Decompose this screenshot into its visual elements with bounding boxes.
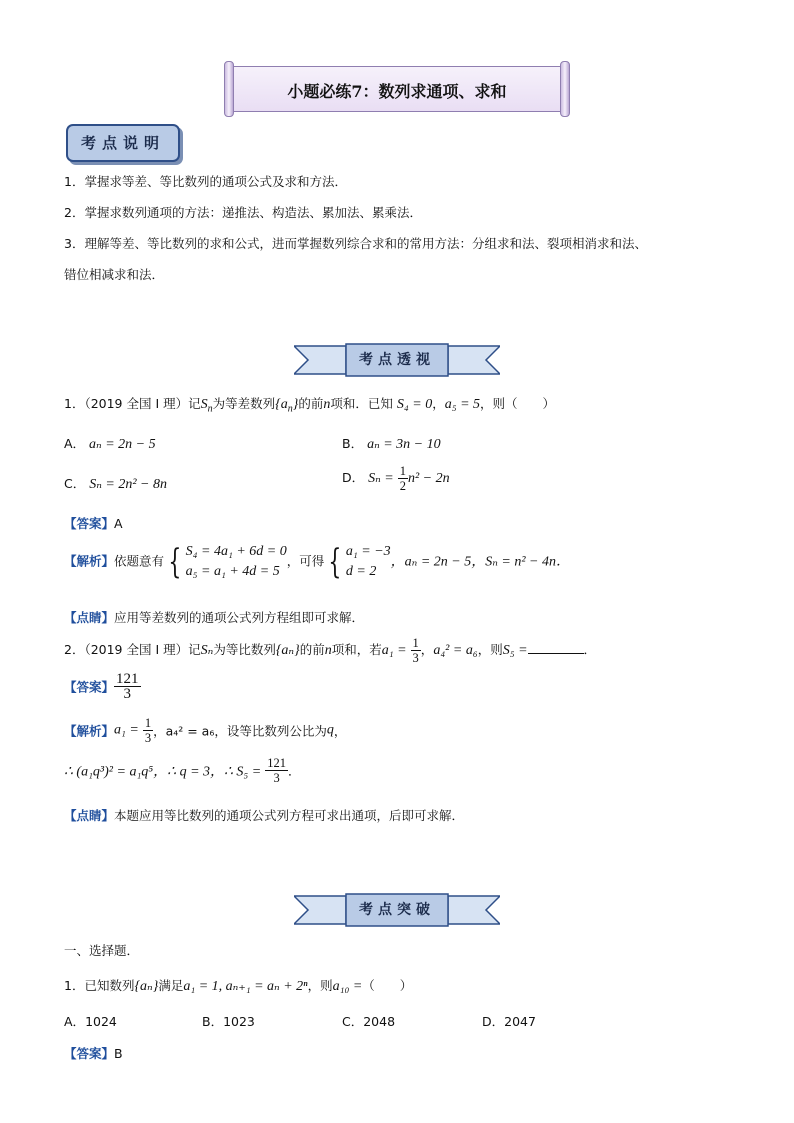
section-ribbon-breakthrough — [294, 890, 500, 930]
q1-option-c[interactable] — [64, 474, 167, 493]
q2-answer — [64, 672, 141, 701]
q3-stem-a: 1．已知数列 — [64, 978, 135, 993]
q1-option-b[interactable] — [342, 434, 441, 453]
q2-stem-c: 的前 — [299, 642, 325, 657]
ribbon-label: 考点透视 — [359, 352, 435, 368]
option-expr: Sₙ = 2n² − 8n — [89, 477, 167, 492]
section-badge-key-points: 考点说明 — [66, 124, 180, 162]
equation-system-2 — [346, 542, 391, 582]
fraction-121-3 — [265, 756, 288, 785]
point-text: 本题应用等比数列的通项公式列方程可求出通项，后即可求解． — [114, 808, 465, 823]
q3-option-b[interactable] — [202, 1012, 255, 1030]
q1-stem-c: 的前 — [298, 396, 324, 411]
q1-stem-a: 1．（2019 全国 I 理）记 — [64, 396, 201, 411]
q1-stem-b: 为等差数列 — [212, 396, 276, 411]
q3-stem-b: 满足 — [158, 978, 184, 993]
part-heading: 一、选择题． — [64, 943, 140, 958]
q1-seq-sub: n — [287, 403, 293, 415]
answer-value: A — [114, 516, 123, 531]
q3-cond: a₁ = 1, aₙ₊₁ = aₙ + 2ⁿ — [183, 979, 308, 994]
frac-num: 121 — [116, 671, 139, 687]
q2-stem-b: 为等比数列 — [213, 642, 276, 657]
an-c: ， — [333, 723, 347, 739]
an-a: a₁ = — [114, 722, 139, 738]
answer-tag: 【答案】 — [64, 679, 115, 695]
option-expr: aₙ = 3n − 10 — [367, 437, 441, 452]
ribbon-label: 考点突破 — [359, 902, 435, 918]
q1-point — [64, 608, 364, 626]
intro-line-1: 1．掌握求等差、等比数列的通项公式及求和方法． — [64, 174, 347, 189]
analysis-text-c: ，aₙ = 2n − 5，Sₙ = n² − 4n． — [390, 554, 571, 570]
frac-den: 3 — [144, 731, 152, 745]
option-letter: A． — [64, 436, 86, 451]
q2-stem-d: 项和，若 — [331, 642, 382, 657]
q1-analysis — [64, 542, 570, 582]
option-letter: B． — [202, 1014, 224, 1029]
option-letter: B． — [342, 436, 364, 451]
q3-stem-d: （ ） — [362, 978, 413, 993]
q1-option-a[interactable] — [64, 434, 156, 453]
q2-n: n — [324, 643, 332, 658]
sys1-line1: S₄ = 4a₁ + 6d = 0 — [185, 544, 287, 559]
q1-stem — [64, 394, 555, 415]
option-value: 1024 — [85, 1014, 117, 1029]
analysis-text-a: 依题意有 — [114, 553, 165, 569]
option-value: 2048 — [363, 1014, 396, 1029]
q1-n: n — [323, 397, 331, 412]
q1-answer — [64, 514, 123, 532]
q1-seq: {a — [275, 397, 288, 412]
q3-option-d[interactable] — [482, 1012, 536, 1030]
frac-num: 1 — [399, 464, 406, 478]
answer-tag: 【答案】 — [64, 516, 115, 531]
q1-seq-close: } — [292, 397, 299, 412]
option-letter: C． — [64, 476, 86, 491]
option-value: 2047 — [504, 1014, 536, 1029]
intro-line-2: 2．掌握求数列通项的方法：递推法、构造法、累加法、累乘法． — [64, 205, 422, 220]
q2-stem-a: 2．（2019 全国 I 理）记 — [64, 642, 201, 657]
q3-option-a[interactable] — [64, 1012, 117, 1030]
fraction-one-third — [143, 716, 153, 745]
q1-option-d[interactable] — [342, 464, 450, 493]
intro-line-4: 错位相减求和法． — [64, 267, 165, 282]
frac-den: 3 — [123, 686, 132, 702]
q1-cond1: S₄ = 0 — [396, 397, 433, 412]
option-letter: D． — [342, 470, 365, 485]
analysis-tag: 【解析】 — [64, 723, 115, 739]
q2-sym: Sₙ — [200, 643, 214, 658]
an-q: q — [326, 722, 334, 738]
analysis-tag: 【解析】 — [64, 553, 115, 569]
sys1-line2: a₅ = a₁ + 4d = 5 — [185, 564, 280, 579]
option-letter: C． — [342, 1014, 364, 1029]
equation-system-1 — [186, 542, 287, 582]
q2-analysis-line2 — [64, 756, 301, 785]
line2-a: ∴ (a₁q³)² = a₁q⁵，∴ q = 3，∴ S₅ = — [64, 764, 262, 780]
q3-target: a₁₀ = — [332, 979, 363, 994]
option-expr: aₙ = 2n − 5 — [89, 437, 156, 452]
option-expr-a: Sₙ = — [368, 471, 394, 486]
an-b: ，a₄² = a₆，设等比数列公比为 — [153, 723, 327, 739]
option-letter: A． — [64, 1014, 86, 1029]
intro-line-3: 3．理解等差、等比数列的求和公式，进而掌握数列综合求和的常用方法：分组求和法、裂项相消求和法、 — [64, 236, 647, 251]
sys2-line1: a₁ = −3 — [345, 544, 391, 559]
q3-option-c[interactable] — [342, 1012, 395, 1030]
q3-stem — [64, 976, 412, 995]
q2-seq: {aₙ} — [275, 643, 300, 658]
frac-num: 1 — [144, 716, 152, 730]
q3-stem-c: ，则 — [307, 978, 333, 993]
line2-b: ． — [288, 763, 301, 779]
frac-num: 1 — [412, 636, 419, 650]
q2-point — [64, 806, 464, 824]
section-ribbon-perspective — [294, 340, 500, 380]
answer-value: B — [114, 1046, 123, 1061]
q2-target: S₅ = — [502, 643, 528, 658]
q1-sym: S — [200, 397, 208, 412]
answer-tag: 【答案】 — [64, 1046, 115, 1061]
q1-sub: n — [207, 403, 213, 415]
frac-den: 2 — [399, 479, 406, 493]
option-expr-b: n² − 2n — [407, 471, 450, 486]
sys2-line2: d = 2 — [345, 564, 377, 579]
q2-stem-g: ． — [583, 642, 597, 657]
q1-cond2: a₅ = 5 — [444, 397, 481, 412]
option-value: 1023 — [223, 1014, 255, 1029]
q1-stem-d: 项和．已知 — [330, 396, 393, 411]
q2-analysis-line1 — [64, 716, 346, 745]
point-text: 应用等差数列的通项公式列方程组即可求解． — [114, 610, 365, 625]
q3-answer — [64, 1044, 123, 1062]
frac-den: 3 — [412, 651, 419, 665]
q1-stem-e: ，则（ ） — [480, 396, 556, 411]
q2-cond: a₄² = a₆ — [433, 643, 478, 658]
page-title: 小题必练7：数列求通项、求和 — [287, 82, 507, 101]
q2-stem-f: ，则 — [477, 642, 503, 657]
left-brace: { — [328, 542, 342, 582]
q2-stem — [64, 636, 596, 665]
point-tag: 【点睛】 — [64, 808, 115, 823]
q1-sep: ， — [432, 396, 445, 411]
answer-blank[interactable] — [528, 641, 584, 654]
q2-a1: a₁ = — [381, 643, 407, 658]
q3-seq: {aₙ} — [134, 979, 159, 994]
left-brace: { — [168, 542, 182, 582]
q2-stem-e: ， — [420, 642, 434, 657]
fraction-one-third — [411, 636, 421, 665]
fraction-one-half — [398, 464, 408, 493]
frac-den: 3 — [273, 771, 280, 785]
answer-fraction — [114, 672, 141, 701]
point-tag: 【点睛】 — [64, 610, 115, 625]
title-banner — [224, 60, 570, 116]
option-letter: D． — [482, 1014, 505, 1029]
analysis-text-b: ，可得 — [286, 553, 325, 569]
frac-num: 121 — [267, 756, 286, 770]
